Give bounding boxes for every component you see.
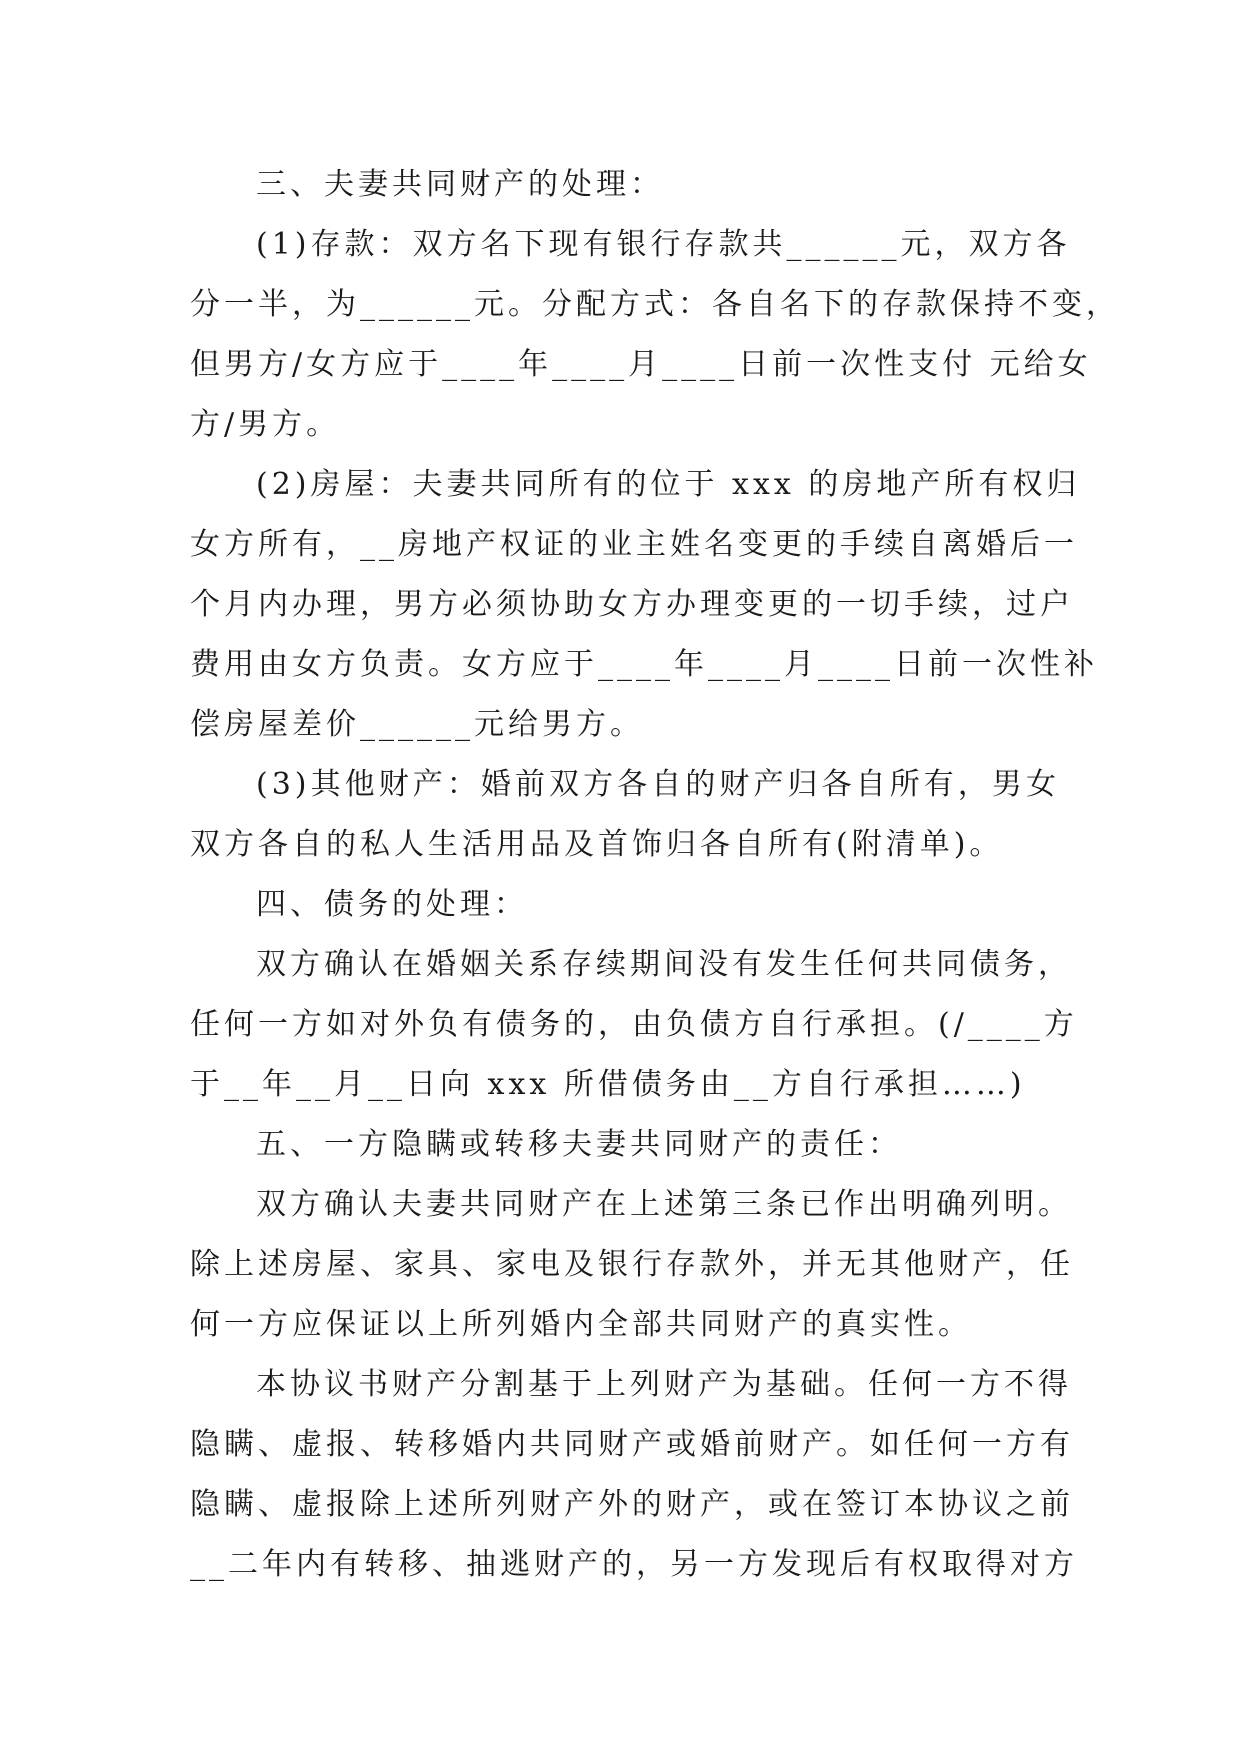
text-line: 费用由女方负责。女方应于____年____月____日前一次性补 [190, 647, 1098, 682]
text-line: (3)其他财产：婚前双方各自的财产归各自所有，男女 [256, 767, 1060, 802]
section-4-heading: 四、债务的处理： [256, 887, 528, 922]
text-line: 本协议书财产分割基于上列财产为基础。任何一方不得 [256, 1367, 1072, 1402]
text-line: (1)存款：双方名下现有银行存款共______元，双方各 [256, 227, 1071, 262]
text-line: 方/男方。 [190, 407, 341, 442]
text-line: 但男方/女方应于____年____月____日前一次性支付 元给女 [190, 347, 1092, 382]
text-line: 分一半，为______元。分配方式：各自名下的存款保持不变， [190, 287, 1120, 322]
text-line: 何一方应保证以上所列婚内全部共同财产的真实性。 [190, 1307, 972, 1342]
section-3-heading: 三、夫妻共同财产的处理： [256, 167, 664, 202]
text-line: 偿房屋差价______元给男方。 [190, 707, 644, 742]
text-line: 双方确认在婚姻关系存续期间没有发生任何共同债务， [256, 947, 1072, 982]
text-line: 除上述房屋、家具、家电及银行存款外，并无其他财产，任 [190, 1247, 1074, 1282]
text-line: 于__年__月__日向 xxx 所借债务由__方自行承担……) [190, 1067, 1026, 1102]
text-line: 双方确认夫妻共同财产在上述第三条已作出明确列明。 [256, 1187, 1072, 1222]
text-line: 个月内办理，男方必须协助女方办理变更的一切手续，过户 [190, 587, 1074, 622]
text-line: 隐瞒、虚报、转移婚内共同财产或婚前财产。如任何一方有 [190, 1427, 1074, 1462]
text-line: 女方所有，__房地产权证的业主姓名变更的手续自离婚后一 [190, 527, 1078, 562]
text-line: 隐瞒、虚报除上述所列财产外的财产，或在签订本协议之前 [190, 1487, 1074, 1522]
text-line: (2)房屋：夫妻共同所有的位于 xxx 的房地产所有权归 [256, 467, 1081, 502]
text-line: 任何一方如对外负有债务的，由负债方自行承担。(/____方 [190, 1007, 1078, 1042]
text-line: 双方各自的私人生活用品及首饰归各自所有(附清单)。 [190, 827, 1004, 862]
section-5-heading: 五、一方隐瞒或转移夫妻共同财产的责任： [256, 1127, 902, 1162]
text-line: __二年内有转移、抽逃财产的，另一方发现后有权取得对方 [190, 1547, 1078, 1582]
